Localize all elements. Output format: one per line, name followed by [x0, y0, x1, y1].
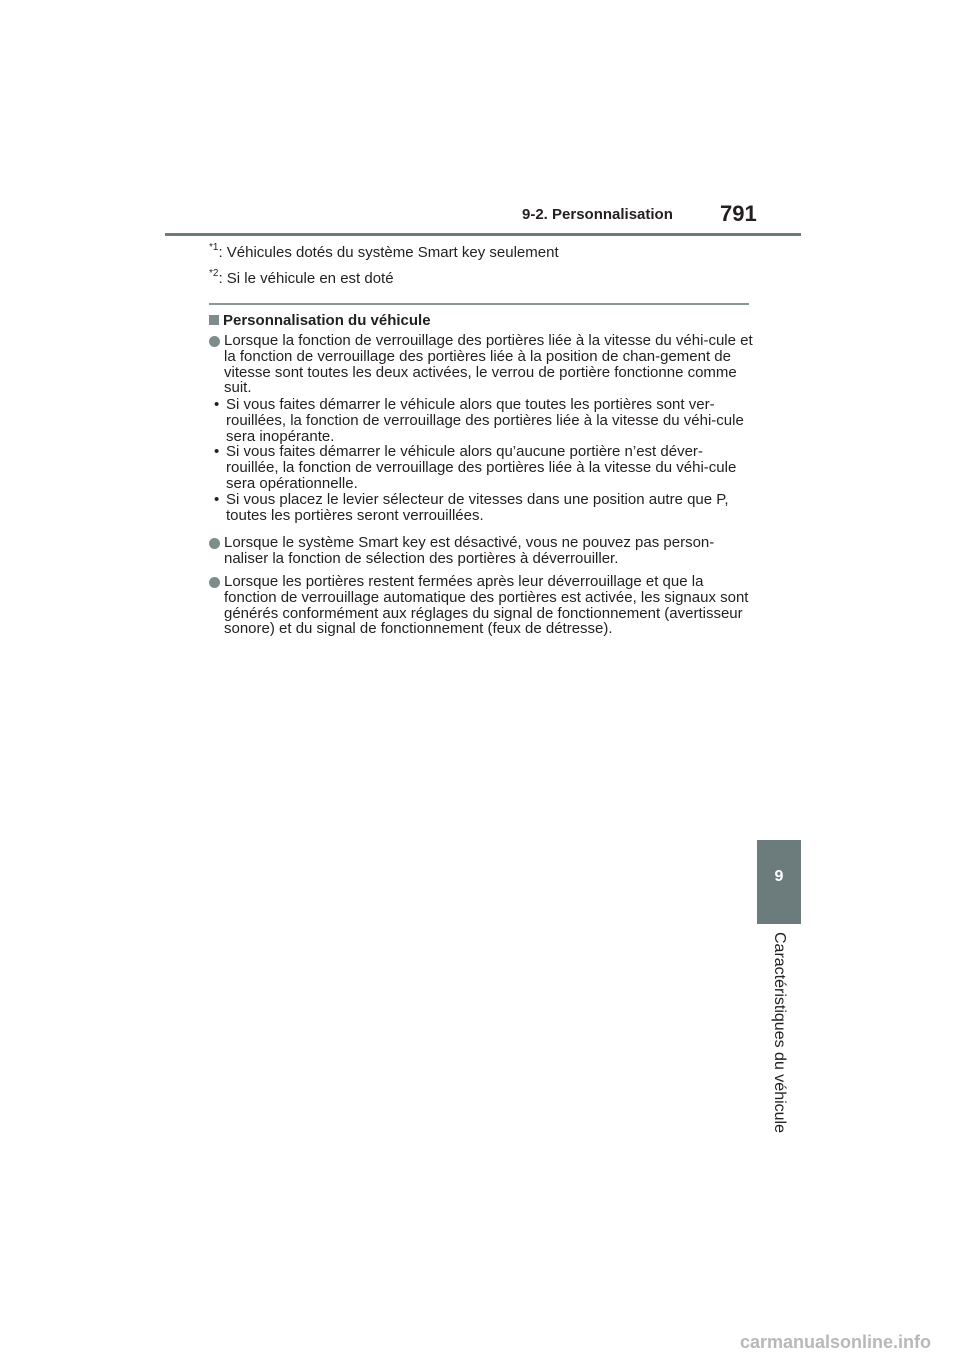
footnote-text: : Véhicules dotés du système Smart key seulement [218, 244, 559, 261]
bullet-item [209, 574, 754, 637]
square-bullet-icon [209, 315, 219, 325]
round-bullet-icon [209, 336, 220, 347]
bullet-item [209, 333, 754, 396]
footnote-2 [209, 270, 394, 287]
dash-list-item: • Si vous faites démarrer le véhicule alors qu’aucune portière n’est déver-rouillée, la fonction de verrouillage des portières liée à la vitesse du véhi-cule sera opérationnelle. [214, 443, 737, 492]
header-rule [165, 233, 801, 236]
dash-list-item: • Si vous faites démarrer le véhicule alors que toutes les portières sont ver-rouillées, la fonction de verrouillage des portières liée à la vitesse du véhi-cule sera inopérante. [214, 396, 744, 445]
subsection-title [209, 312, 431, 329]
bullet-text: Lorsque le système Smart key est désactivé, vous ne pouvez pas person-naliser la fonction de sélection des portières à déverrouiller. [224, 534, 715, 567]
chapter-label: Caractéristiques du véhicule [771, 932, 788, 1133]
section-header: 9-2. Personnalisation [522, 206, 673, 223]
chapter-number: 9 [774, 868, 784, 885]
page-number: 791 [720, 201, 757, 226]
dash-list-item: • Si vous placez le levier sélecteur de vitesses dans une position autre que P, toutes les portières seront verrouillées. [214, 490, 729, 524]
footnote-text: : Si le véhicule en est doté [218, 270, 394, 287]
dash-item-text: Si vous faites démarrer le véhicule alors qu’aucune portière n’est déver-rouillée, la fonction de verrouillage des portières liée à la vitesse du véhi-cule sera opérationnelle. [226, 443, 737, 492]
footnote-mark: *2 [209, 268, 219, 279]
round-bullet-icon [209, 538, 220, 549]
watermark: carmanualsonline.info [740, 1332, 932, 1352]
dash-list [209, 397, 754, 523]
bullet-text: Lorsque la fonction de verrouillage des portières liée à la vitesse du véhi-cule et la fonction de verrouillage des portières liée à la position de chan-gement de vitesse sont toutes les deux activées, le verrou de portière fonctionne comme suit. [224, 332, 753, 397]
dash-item-text: Si vous placez le levier sélecteur de vitesses dans une position autre que P, toutes les portières seront verrouillées. [226, 490, 729, 524]
dash-item-text: Si vous faites démarrer le véhicule alors que toutes les portières sont ver-rouillées, la fonction de verrouillage des portières liée à la vitesse du véhi-cule sera inopérante. [226, 396, 744, 445]
bullet-text: Lorsque les portières restent fermées après leur déverrouillage et que la fonction de verrouillage automatique des portières est activée, les signaux sont générés conformément aux réglages du signal de fonctionnement (avertisseur sonore) et du signal de fonctionnement (feux de détresse). [224, 573, 749, 638]
round-bullet-icon [209, 577, 220, 588]
footnote-1 [209, 244, 559, 261]
subsection-title-text: Personnalisation du véhicule [223, 312, 431, 329]
footnote-mark: *1 [209, 242, 219, 253]
bullet-item [209, 535, 754, 567]
section-divider [209, 303, 749, 305]
